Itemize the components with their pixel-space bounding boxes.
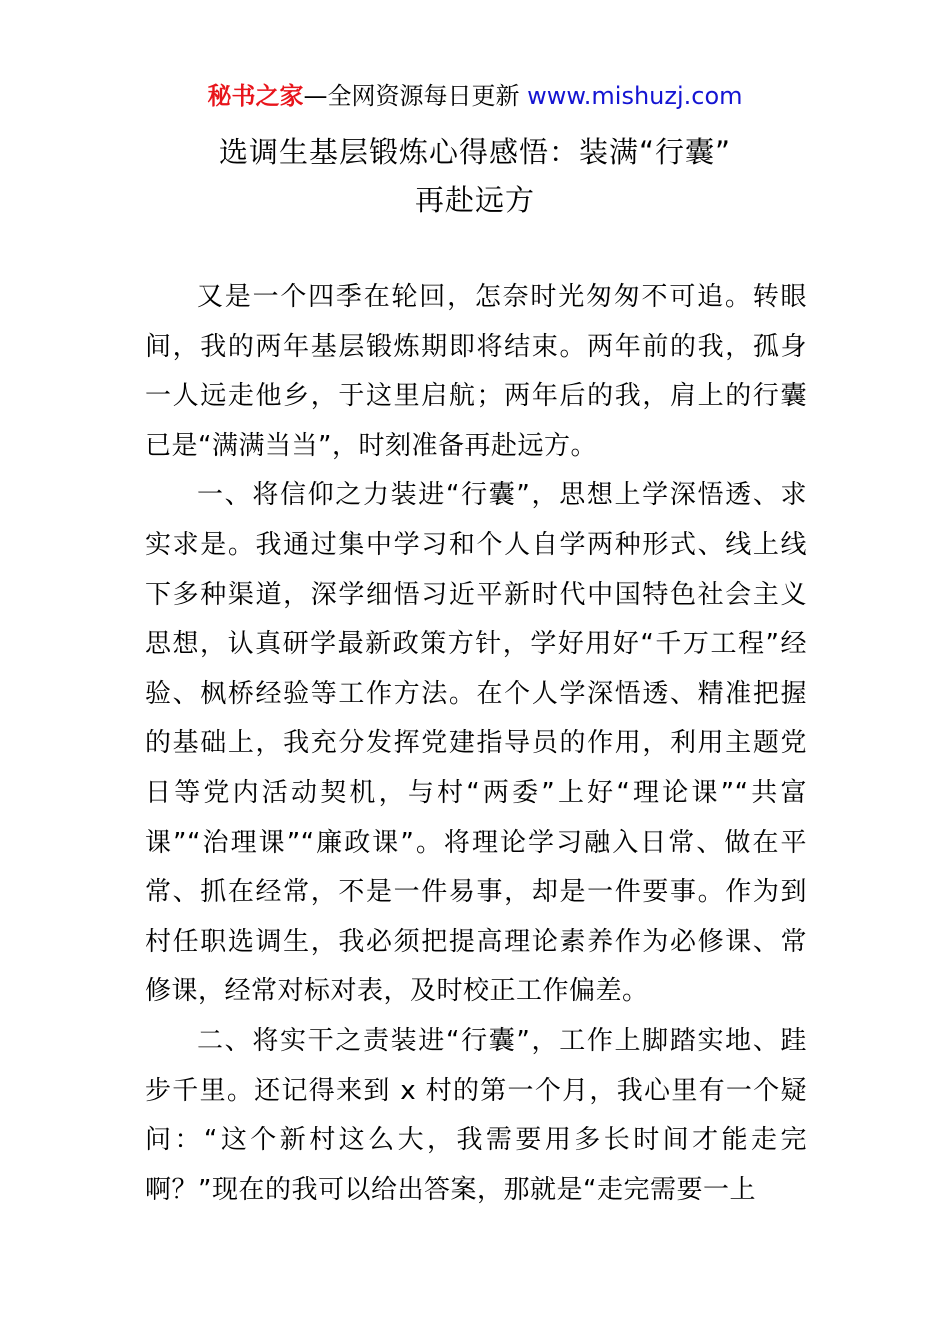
document-title	[0, 128, 950, 224]
document-body	[145, 273, 807, 1215]
site-brand: 秘书之家	[207, 82, 304, 110]
paragraph-section-1: 一、将信仰之力装进“行囊”，思想上学深悟透、求实求是。我通过集中学习和个人自学两种形式、线上线下多种渠道，深学细悟习近平新时代中国特色社会主义思想，认真研学最新政策方针，学好用好“千万工程”经验、枫桥经验等工作方法。在个人学深悟透、精准把握的基础上，我充分发挥党建指导员的作用，利用主题党日等党内活动契机，与村“两委”上好“理论课”“共富课”“治理课”“廉政课”。将理论学习融入日常、做在平常、抓在经常，不是一件易事，却是一件要事。作为到村任职选调生，我必须把提高理论素养作为必修课、常修课，经常对标对表，及时校正工作偏差。	[145, 480, 807, 1007]
title-line-2: 再赴远方	[414, 183, 535, 217]
paragraph-section-2: 二、将实干之责装进“行囊”，工作上脚踏实地、跬步千里。还记得来到 x 村的第一个月，我心里有一个疑问：“这个新村这么大，我需要用多长时间才能走完啊？”现在的我可以给出答案，那就是“走完需要一上	[145, 1025, 807, 1205]
title-line-1: 选调生基层锻炼心得感悟：装满“行囊”	[218, 135, 732, 169]
site-tagline: —全网资源每日更新	[303, 82, 528, 110]
site-header	[0, 80, 950, 112]
site-url-link[interactable]: www.mishuzj.com	[527, 82, 743, 110]
paragraph-intro: 又是一个四季在轮回，怎奈时光匆匆不可追。转眼间，我的两年基层锻炼期即将结束。两年前的我，孤身一人远走他乡，于这里启航；两年后的我，肩上的行囊已是“满满当当”，时刻准备再赴远方。	[145, 282, 807, 461]
